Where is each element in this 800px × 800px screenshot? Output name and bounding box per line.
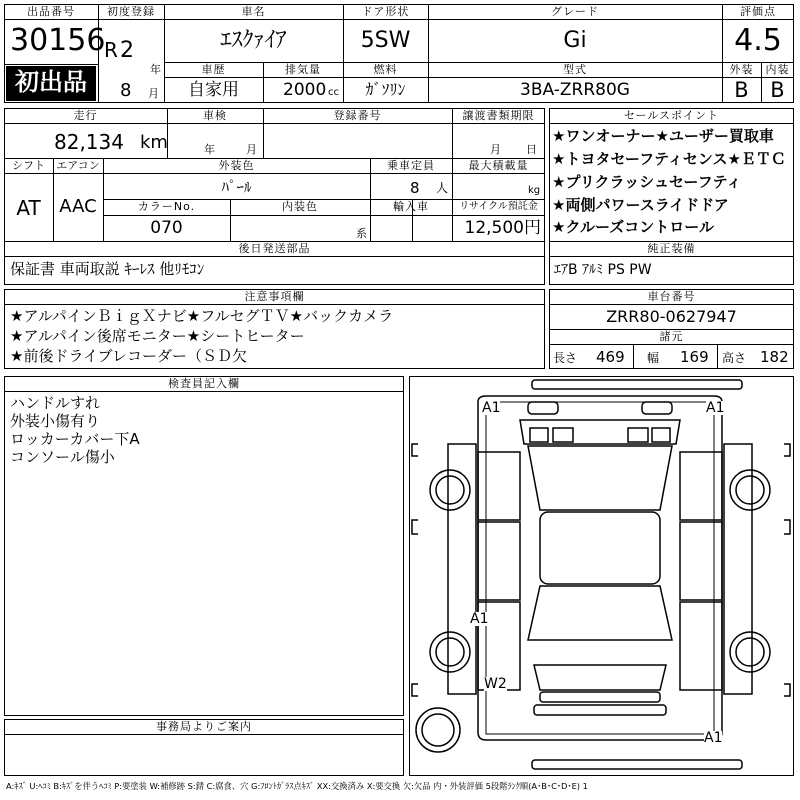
mileage-unit: km [140, 132, 168, 153]
model-code: 3BA-ZRR80G [520, 80, 630, 100]
max-load-label: 最大積載量 [468, 159, 529, 172]
doc-month: 月 [490, 143, 501, 156]
color-no-value: 070 [150, 218, 183, 238]
grade-value: Gi [563, 28, 587, 53]
damage-mark-left-side: A1 [470, 611, 489, 627]
later-parts-label: 後日発送部品 [238, 242, 311, 255]
inspector-note: ロッカーカバー下A [10, 430, 140, 448]
specs-label: 諸元 [659, 330, 684, 343]
shift-value: AT [16, 196, 41, 220]
shift-label: シフト [12, 159, 45, 172]
office-notice-label: 事務局よりご案内 [156, 720, 252, 733]
interior-label: 内装 [765, 63, 790, 76]
chassis-no-value: ZRR80-0627947 [606, 307, 737, 326]
ext-color-label: 外装色 [218, 159, 255, 172]
length-label: 長さ [553, 351, 578, 365]
reg-year: 2 [120, 38, 134, 63]
notes-label: 注意事項欄 [244, 290, 305, 303]
first-reg-label: 初度登録 [107, 5, 155, 18]
genuine-equipment-label: 純正装備 [647, 242, 696, 255]
note-line: ★アルパイン後席モニター★シートヒーター [10, 327, 305, 345]
door-type: 5SW [360, 28, 411, 53]
sales-point: ★両側パワースライドドア [552, 196, 729, 214]
height-value: 182 [760, 348, 789, 366]
inspector-note: ハンドルすれ [10, 394, 101, 412]
chassis-no-label: 車台番号 [647, 290, 696, 303]
exterior-grade: B [734, 78, 749, 102]
vehicle-history: 自家用 [188, 80, 239, 100]
doc-deadline-label: 譲渡書類期限 [462, 109, 535, 122]
sales-point: ★トヨタセーフティセンス★ＥＴＣ [552, 150, 786, 168]
fuel-value: ｶﾞｿﾘﾝ [365, 80, 406, 99]
grade-label: グレード [551, 5, 599, 18]
inspection-year: 年 [204, 143, 215, 156]
reg-month: 8 [120, 80, 132, 101]
import-label: 輸入車 [393, 200, 429, 213]
door-label: ドア形状 [361, 5, 410, 18]
first-listing-label: 初出品 [15, 68, 87, 96]
length-value: 469 [596, 348, 625, 366]
inspection-label: 車検 [203, 109, 227, 122]
displacement-label: 排気量 [285, 63, 321, 76]
max-load-unit: kg [528, 185, 541, 196]
doc-day: 日 [526, 143, 537, 156]
color-no-label: カラーNo. [137, 200, 196, 213]
interior-grade: B [770, 78, 785, 102]
damage-mark-rear-left: W2 [484, 676, 507, 692]
width-value: 169 [680, 348, 709, 366]
damage-mark-front-right: A1 [706, 400, 725, 416]
car-name: ｴｽｸｧｲｱ [220, 28, 287, 53]
exterior-label: 外装 [729, 63, 754, 76]
reg-month-suffix: 月 [148, 87, 159, 100]
int-color-label: 内装色 [282, 200, 318, 213]
aircon-value: AAC [59, 196, 97, 217]
inspector-note: 外装小傷有り [10, 412, 101, 430]
sales-points-label: セールスポイント [623, 109, 719, 122]
height-label: 高さ [722, 351, 747, 365]
score-value: 4.5 [734, 23, 782, 58]
ext-color-value: ﾊﾟｰﾙ [221, 178, 252, 196]
history-label: 車歴 [201, 63, 226, 76]
damage-mark-front-left: A1 [482, 400, 501, 416]
capacity-value: 8 [410, 179, 420, 197]
note-line: ★アルパインＢｉｇＸナビ★フルセグＴＶ★バックカメラ [10, 307, 394, 325]
int-color-unit: 系 [356, 227, 367, 240]
damage-mark-rear-bottom: A1 [704, 730, 723, 746]
sales-point: ★クルーズコントロール [552, 218, 714, 236]
inspector-notes-label: 検査員記入欄 [168, 377, 240, 390]
model-code-label: 型式 [563, 63, 587, 76]
reg-era: R [104, 38, 118, 62]
lot-no-label: 出品番号 [27, 5, 75, 18]
displacement-value: 2000 [283, 80, 327, 100]
later-parts-value: 保証書 車両取説 ｷｰﾚｽ 他ﾘﾓｺﾝ [10, 260, 205, 278]
legend-text: A:ｷｽﾞ U:ﾍｺﾐ B:ｷｽﾞを伴うﾍｺﾐ P:要塗装 W:補修跡 S:錆 C:腐食、穴 G:ﾌﾛﾝﾄｶﾞﾗｽ点ｷｽﾞ XX:交換済み X:要交換 欠:欠品 内・外装評価 5段階ﾗﾝｸ順(A･B･C･D･E) 1 [6, 781, 588, 791]
lot-number: 30156 [10, 23, 106, 58]
note-line: ★前後ドライブレコーダー（ＳＤ欠 [10, 347, 247, 365]
sales-point: ★プリクラッシュセーフティ [552, 173, 742, 191]
recycle-value: 12,500円 [464, 218, 541, 238]
recycle-label: リサイクル預託金 [459, 201, 538, 212]
displacement-unit: cc [328, 87, 339, 98]
capacity-label: 乗車定員 [387, 159, 435, 172]
inspection-month: 月 [246, 143, 257, 156]
genuine-equipment-value: ｴｱB ｱﾙﾐ PS PW [554, 262, 652, 278]
reg-year-suffix: 年 [150, 63, 161, 76]
sales-point: ★ワンオーナー★ユーザー買取車 [552, 127, 774, 145]
inspector-note: コンソール傷小 [10, 448, 115, 466]
mileage-label: 走行 [73, 109, 98, 122]
reg-no-label: 登録番号 [333, 109, 382, 122]
fuel-label: 燃料 [373, 63, 398, 76]
mileage-value: 82,134 [54, 130, 124, 154]
capacity-unit: 人 [436, 181, 449, 195]
aircon-label: エアコン [56, 159, 100, 172]
width-label: 幅 [647, 351, 660, 365]
car-name-label: 車名 [241, 5, 266, 18]
score-label: 評価点 [740, 5, 776, 18]
